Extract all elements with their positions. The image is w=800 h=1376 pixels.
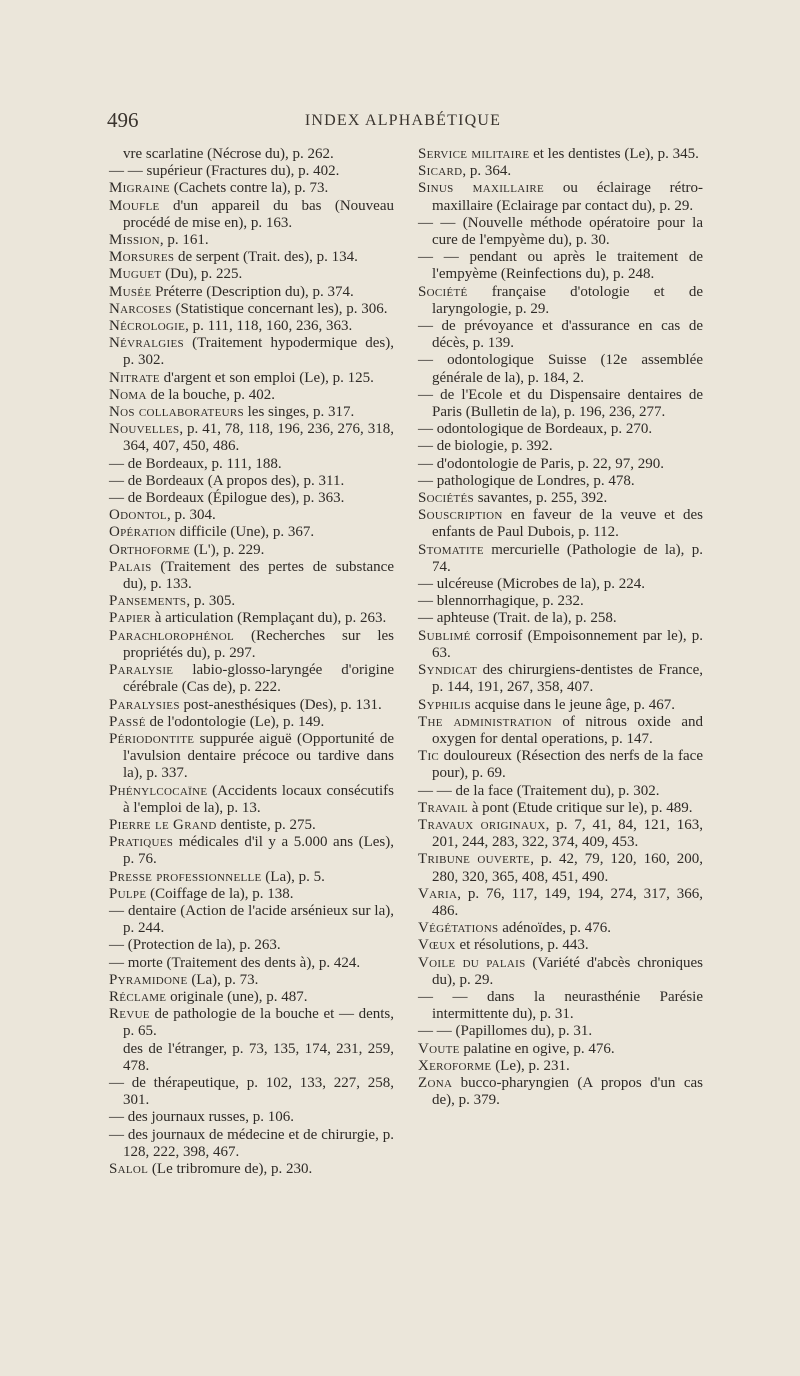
entry-headword: Musée [109, 283, 152, 300]
entry-headword: Zona [418, 1074, 453, 1091]
entry-text: médicales d'il y a 5.000 ans (Les), p. 76. [123, 834, 394, 868]
page-header [107, 108, 699, 138]
entry-text: corrosif (Empoisonnement par le), p. 63. [432, 627, 703, 661]
entry-text: (Coiffage de la), p. 138. [146, 885, 294, 902]
entry-headword: Revue [109, 1006, 150, 1023]
entry-text: (Accidents locaux consécutifs à l'emploi de la), p. 13. [123, 782, 394, 816]
index-entry [418, 249, 703, 283]
entry-text: — morte (Traitement des dents à), p. 424. [109, 954, 361, 971]
index-entry [109, 697, 394, 714]
entry-headword: Papier [109, 610, 151, 627]
entry-text: (Recherches sur les propriétés du), p. 297. [123, 627, 394, 661]
index-entry [418, 490, 703, 507]
index-entry [418, 387, 703, 421]
entry-headword: Pansements [109, 593, 187, 610]
entry-headword: Nécrologie [109, 318, 186, 335]
left-column [109, 146, 394, 1178]
entry-text: originale (une), p. 487. [166, 988, 308, 1005]
index-entry [418, 180, 703, 214]
index-entry [418, 628, 703, 662]
entry-text: — des journaux russes, p. 106. [109, 1109, 294, 1126]
entry-headword: Morsures [109, 249, 175, 266]
entry-headword: Paralysie [109, 662, 174, 679]
index-entry [418, 662, 703, 696]
entry-headword: Orthoforme [109, 541, 191, 558]
entry-text: de serpent (Trait. des), p. 134. [174, 249, 358, 266]
index-entry [418, 989, 703, 1023]
entry-text: des chirurgiens-dentistes de France, p. 144, 191, 267, 358, 407. [432, 662, 703, 696]
index-entry [109, 404, 394, 421]
index-entry [418, 817, 703, 851]
entry-text: , p. 41, 78, 118, 196, 236, 276, 318, 364, 407, 450, 486. [123, 421, 394, 455]
index-entry [109, 783, 394, 817]
index-entry [418, 1041, 703, 1058]
entry-headword: Travaux originaux [418, 816, 546, 833]
entry-text: — de l'Ecole et du Dispensaire dentaires de Paris (Bulletin de la), p. 196, 236, 277. [418, 386, 703, 421]
index-entry [109, 232, 394, 249]
entry-text: — dentaire (Action de l'acide arsénieux sur la), p. 244. [109, 902, 394, 937]
entry-headword: Végétations [418, 920, 499, 937]
index-entry [109, 473, 394, 490]
entry-text: — de Bordeaux (A propos des), p. 311. [109, 472, 345, 489]
entry-headword: Souscription [418, 507, 503, 524]
entry-text: d'un appareil du bas (Nouveau procédé de mise en), p. 163. [123, 197, 394, 231]
entry-text: — ulcéreuse (Microbes de la), p. 224. [418, 576, 646, 593]
index-entry [109, 146, 394, 163]
index-entry [109, 989, 394, 1006]
index-entry [109, 249, 394, 266]
index-entry [109, 972, 394, 989]
entry-text: d'argent et son emploi (Le), p. 125. [159, 369, 374, 386]
index-entry [418, 542, 703, 576]
index-entry [418, 937, 703, 954]
running-title: INDEX ALPHABÉTIQUE [304, 112, 502, 129]
index-entry [109, 903, 394, 937]
entry-headword: Moufle [109, 197, 160, 214]
entry-headword: Pulpe [109, 885, 147, 902]
index-entry [109, 731, 394, 783]
entry-headword: Sicard [418, 163, 463, 180]
entry-text: à pont (Etude critique sur le), p. 489. [467, 799, 693, 816]
index-entry [418, 456, 703, 473]
index-entry [109, 370, 394, 387]
index-entry [109, 524, 394, 541]
entry-text: les singes, p. 317. [243, 404, 355, 421]
entry-text: (Le tribromure de), p. 230. [148, 1160, 313, 1177]
index-entry [109, 198, 394, 232]
index-entry [418, 318, 703, 352]
entry-text: — — (Nouvelle méthode opératoire pour la cure de l'empyème du), p. 30. [418, 214, 703, 249]
index-entry [418, 352, 703, 386]
entry-text: , p. 76, 117, 149, 194, 274, 317, 366, 486. [432, 885, 703, 919]
index-entry [418, 163, 703, 180]
index-entry [109, 507, 394, 524]
entry-headword: Parachlorophénol [109, 627, 234, 644]
page-number: 496 [107, 108, 139, 132]
entry-headword: Paralysies [109, 696, 180, 713]
entry-headword: Phénylcocaïne [109, 782, 208, 799]
entry-text: bucco-pharyngien (A propos d'un cas de), p. 379. [432, 1074, 703, 1109]
entry-headword: Tribune ouverte [418, 851, 531, 868]
entry-text: of nitrous oxide and oxygen for dental operations, p. 147. [432, 713, 703, 747]
entry-headword: Syndicat [418, 662, 478, 679]
entry-headword: Passé [109, 713, 146, 730]
entry-headword: Opération [109, 524, 176, 541]
index-entry [418, 783, 703, 800]
index-entry [109, 1161, 394, 1178]
index-entry [109, 937, 394, 954]
entry-text: — (Protection de la), p. 263. [109, 937, 281, 954]
entry-headword: Varia [418, 885, 458, 902]
entry-text: ou éclairage rétro-maxillaire (Eclairage par contact du), p. 29. [432, 180, 703, 214]
entry-headword: Société [418, 283, 468, 300]
entry-text: labio-glosso-laryngée d'origine cérébrale (Cas de), p. 222. [123, 662, 394, 696]
entry-text: — — (Papillomes du), p. 31. [418, 1023, 593, 1040]
index-entry [109, 1109, 394, 1126]
entry-text: (La), p. 5. [261, 868, 325, 885]
index-entry [418, 576, 703, 593]
entry-text: dentiste, p. 275. [216, 816, 316, 833]
entry-headword: Tic [418, 748, 440, 765]
entry-headword: Sociétés [418, 490, 474, 507]
entry-text: des de l'étranger, p. 73, 135, 174, 231, 259, 478. [123, 1040, 394, 1074]
entry-text: , p. 42, 79, 120, 160, 200, 280, 320, 365, 408, 451, 490. [432, 851, 703, 885]
right-column [418, 146, 703, 1109]
index-entry [109, 869, 394, 886]
entry-headword: Pierre le Grand [109, 816, 217, 833]
entry-text: (Le), p. 231. [491, 1057, 570, 1074]
entry-headword: Névralgies [109, 335, 184, 352]
entry-headword: Salol [109, 1160, 149, 1177]
entry-text: , p. 304. [166, 507, 216, 524]
entry-text: — — dans la neurasthénie Parésie intermittente du), p. 31. [418, 988, 703, 1023]
entry-text: (Variété d'abcès chroniques du), p. 29. [432, 954, 704, 988]
entry-text: — de Bordeaux (Épilogue des), p. 363. [109, 490, 345, 507]
entry-headword: Presse professionnelle [109, 868, 262, 885]
index-entry [109, 886, 394, 903]
entry-headword: Vœux [418, 937, 456, 954]
entry-text: , p. 364. [462, 163, 512, 180]
entry-text: acquise dans le jeune âge, p. 467. [470, 696, 676, 713]
entry-text: — des journaux de médecine et de chirurgie, p. 128, 222, 398, 467. [109, 1126, 394, 1160]
entry-headword: Palais [109, 558, 152, 575]
entry-headword: Nitrate [109, 369, 160, 386]
index-entry [109, 610, 394, 627]
entry-text: savantes, p. 255, 392. [473, 490, 608, 507]
entry-headword: Nos collaborateurs [109, 404, 244, 421]
entry-text: et les dentistes (Le), p. 345. [529, 146, 699, 162]
entry-text: — odontologique de Bordeaux, p. 270. [418, 421, 653, 438]
entry-headword: Pyramidone [109, 971, 188, 988]
entry-headword: Sinus maxillaire [418, 180, 545, 197]
index-entry [109, 559, 394, 593]
entry-headword: The administration [418, 713, 552, 730]
index-entry [109, 1127, 394, 1161]
entry-text: — de Bordeaux, p. 111, 188. [109, 455, 282, 472]
entry-headword: Voute [418, 1040, 460, 1057]
entry-text: de l'odontologie (Le), p. 149. [145, 713, 325, 730]
entry-headword: Service militaire [418, 146, 530, 162]
index-entry [109, 456, 394, 473]
index-entry [109, 1006, 394, 1040]
entry-text: (La), p. 73. [187, 971, 259, 988]
entry-headword: Migraine [109, 180, 170, 197]
index-entry [109, 955, 394, 972]
index-entry [109, 490, 394, 507]
index-entry [418, 421, 703, 438]
entry-text: post-anesthésiques (Des), p. 131. [179, 696, 382, 713]
entry-text: (Du), p. 225. [161, 266, 243, 283]
index-entry [418, 473, 703, 490]
entry-text: — blennorrhagique, p. 232. [418, 593, 584, 610]
entry-headword: Sublimé [418, 627, 471, 644]
index-entry [418, 215, 703, 249]
index-entry [418, 955, 703, 989]
entry-text: — aphteuse (Trait. de la), p. 258. [418, 610, 617, 627]
index-entry [109, 1041, 394, 1075]
index-entry [418, 1058, 703, 1075]
entry-text: — — supérieur (Fractures du), p. 402. [109, 163, 340, 180]
entry-text: (Traitement des pertes de substance du), p. 133. [123, 558, 394, 593]
index-entry [109, 542, 394, 559]
entry-text: , p. 161. [159, 232, 209, 249]
index-entry [109, 662, 394, 696]
index-entry [109, 593, 394, 610]
entry-headword: Stomatite [418, 541, 484, 558]
index-entry [418, 800, 703, 817]
index-entry [418, 593, 703, 610]
entry-headword: Narcoses [109, 300, 172, 317]
entry-text: mercurielle (Pathologie de la), p. 74. [432, 541, 703, 575]
entry-text: difficile (Une), p. 367. [175, 524, 315, 541]
index-entry [109, 817, 394, 834]
entry-text: suppurée aiguë (Opportunité de l'avulsion dentaire précoce ou tardive dans la), p. 337. [123, 730, 394, 782]
index-entry [109, 284, 394, 301]
entry-headword: Muguet [109, 266, 162, 283]
entry-text: — — pendant ou après le traitement de l'empyème (Reinfections du), p. 248. [418, 249, 703, 283]
index-entry [109, 714, 394, 731]
entry-text: française d'otologie et de laryngologie, p. 29. [432, 283, 703, 317]
index-entry [109, 834, 394, 868]
index-entry [418, 920, 703, 937]
entry-headword: Odontol [109, 507, 167, 524]
entry-text: vre scarlatine (Nécrose du), p. 262. [123, 146, 334, 162]
entry-text: — odontologique Suisse (12e assemblée générale de la), p. 184, 2. [418, 352, 703, 386]
entry-text: de la bouche, p. 402. [146, 386, 276, 403]
entry-text: à articulation (Remplaçant du), p. 263. [150, 610, 387, 627]
entry-headword: Mission [109, 232, 160, 249]
index-entry [109, 421, 394, 455]
index-entry [109, 1075, 394, 1109]
index-entry [418, 714, 703, 748]
index-entry [109, 387, 394, 404]
entry-text: (Traitement hypodermique des), p. 302. [123, 335, 394, 369]
index-entry [418, 284, 703, 318]
index-entry [109, 180, 394, 197]
entry-text: Préterre (Description du), p. 374. [151, 283, 354, 300]
entry-text: — de thérapeutique, p. 102, 133, 227, 258, 301. [109, 1074, 394, 1109]
entry-headword: Réclame [109, 988, 167, 1005]
index-entry [418, 1075, 703, 1109]
index-entry [418, 610, 703, 627]
entry-text: , p. 305. [186, 593, 236, 610]
index-entry [109, 266, 394, 283]
entry-headword: Périodontite [109, 730, 195, 747]
entry-headword: Noma [109, 386, 147, 403]
entry-text: (L'), p. 229. [190, 541, 265, 558]
entry-text: , p. 111, 118, 160, 236, 363. [185, 318, 353, 335]
index-entry [418, 438, 703, 455]
index-entry [418, 886, 703, 920]
entry-headword: Voile du palais [418, 954, 526, 971]
entry-headword: Syphilis [418, 696, 471, 713]
entry-text: — d'odontologie de Paris, p. 22, 97, 290. [418, 455, 665, 472]
entry-headword: Travail [418, 799, 468, 816]
entry-text: douloureux (Résection des nerfs de la face pour), p. 69. [432, 748, 703, 782]
index-entry [418, 507, 703, 541]
entry-text: adénoïdes, p. 476. [498, 920, 611, 937]
entry-text: — pathologique de Londres, p. 478. [418, 472, 635, 489]
entry-headword: Xeroforme [418, 1057, 492, 1074]
entry-text: — — de la face (Traitement du), p. 302. [418, 782, 660, 799]
index-entry [109, 301, 394, 318]
entry-text: en faveur de la veuve et des enfants de Paul Dubois, p. 112. [432, 507, 703, 541]
entry-text: de pathologie de la bouche et — dents, p. 65. [123, 1006, 394, 1040]
entry-text: (Statistique concernant les), p. 306. [171, 300, 388, 317]
entry-text: et résolutions, p. 443. [455, 937, 589, 954]
index-entry [418, 697, 703, 714]
entry-headword: Nouvelles [109, 421, 180, 438]
index-entry [418, 748, 703, 782]
index-entry [418, 851, 703, 885]
index-entry [418, 146, 703, 163]
entry-text: palatine en ogive, p. 476. [459, 1040, 615, 1057]
index-entry [109, 318, 394, 335]
entry-text: — de biologie, p. 392. [418, 438, 553, 455]
entry-text: , p. 7, 41, 84, 121, 163, 201, 244, 283, 322, 374, 409, 453. [432, 816, 704, 851]
index-entry [418, 1023, 703, 1040]
entry-text: — de prévoyance et d'assurance en cas de décès, p. 139. [418, 318, 703, 352]
entry-text: (Cachets contre la), p. 73. [169, 180, 329, 197]
entry-headword: Pratiques [109, 834, 174, 851]
index-entry [109, 163, 394, 180]
index-entry [109, 628, 394, 662]
index-entry [109, 335, 394, 369]
